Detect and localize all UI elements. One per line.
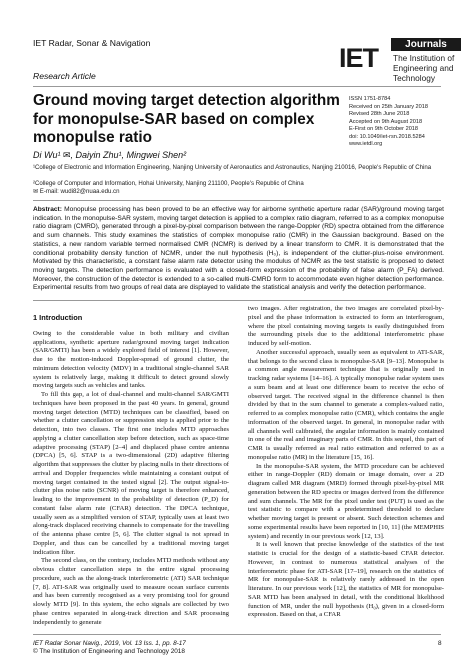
- right-column: [248, 305, 444, 620]
- iet-logo-mark: [337, 38, 389, 78]
- meta-issn: ISSN 1751-8784: [349, 96, 391, 102]
- corresponding-email[interactable]: ✉ E-mail: wudi82@nuaa.edu.cn: [33, 188, 120, 195]
- institution-name: [393, 53, 462, 83]
- paragraph: Another successful approach, usually seen as equivalent to ATI-SAR, that belongs to the second class is monopulse-SAR [9–13]. Monopulse is a common angle measurement technique that is originally used in tracking radar systems [14–16]. A typically monopulse radar system uses a sum beam and at least one difference beam to receive the echo of observed target. The received signal in the difference channel is then divided by that in the sum channel to generate a complex-valued ratio, referred to as complex monopulse ratio (CMR), which contains the angle information of the observed target. In general, in monopulse radar with all channels well calibrated, the angular information is mainly contained in one of the real and imaginary parts of CMR. In this sequel, this part of CMR is usually referred as real ratio estimation and referred to as a monopulse ratio (MR) in the literature [15, 16].: [248, 348, 444, 461]
- meta-doi[interactable]: doi: 10.1049/iet-rsn.2018.5284: [349, 133, 425, 140]
- paragraph: To fill this gap, a lot of dual-channel and multi-channel SAR/GMTI techniques have been proposed in the past 40 years. In general, ground moving target detection (MTD) techniques can be classified, based on whether a clutter cancellation or suppression step is applied prior to the detection, into two classes. The first one includes MTD approaches applying a clutter cancellation step before detection, such as space-time adaptive processing (STAP) [2–4] and displaced phase centre antenna (DPCA) [5, 6]. STAP is a two-dimensional (2D) adaptive filtering algorithm that suppresses the clutter by placing nulls in their directions of arrival and Doppler frequencies while maintaining a constant output of moving target contained in the tested signal [2]. The output signal-to-clutter plus noise ratio (SCNR) of moving target is therefore enhanced, leading to the improvement in the probability of detection (P_D) for constant false alarm rate (CFAR) detection. The DPCA technique, usually seen as a simplified version of STAP, typically uses at least two along-track displaced receiving channels to compensate for the travelling of the antenna phase centre [5, 6]. The clutter signal is not spread in Doppler, and thus can be cancelled by a traditional moving target indication filter.: [33, 391, 229, 556]
- meta-revised: Revised 28th June 2018: [349, 111, 410, 117]
- meta-accepted: Accepted on 9th August 2018: [349, 118, 423, 125]
- article-type: Research Article: [33, 71, 96, 81]
- journals-label: Journals: [391, 38, 461, 51]
- author-list: Di Wu¹ ✉, Daiyin Zhu¹, Mingwei Shen²: [33, 150, 187, 160]
- institution-line-1: The Institution of: [393, 53, 455, 63]
- footer-citation-block: [33, 640, 186, 657]
- iet-logo: [337, 34, 462, 82]
- meta-received: Received on 25th January 2018: [349, 103, 428, 110]
- affiliation-2: ²College of Computer and Information, Hohai University, Nanjing 211100, People's Republic of China: [33, 180, 304, 187]
- paragraph: Owing to the considerable value in both military and civilian applications, synthetic aperture radar/ground moving target indication (SAR/GMTI) has been a widely explored field of interest [1]. However, due to the motion-induced Doppler-spread of ground clutter, the minimum detection velocity (MDV) in a traditional single-channel SAR system is relatively large, making it difficult to detect ground slowly moving targets such as vehicles and tanks.: [33, 329, 229, 390]
- footer-rule: [33, 634, 441, 635]
- institution-line-2: Engineering and Technology: [393, 63, 454, 83]
- page-number: 8: [438, 640, 442, 647]
- journal-name: IET Radar, Sonar & Navigation: [33, 38, 151, 48]
- section-heading-introduction: 1 Introduction: [33, 313, 83, 322]
- footer-citation: IET Radar Sonar Navig., 2019, Vol. 13 Iss. 1, pp. 8-17: [33, 640, 186, 647]
- footer-copyright: © The Institution of Engineering and Technology 2018: [33, 648, 185, 656]
- article-meta: [349, 96, 459, 149]
- abstract-text: Monopulse processing has been proved to be an effective way for airborne synthetic aperture radar (SAR)/ground moving target indication. In the monopulse-SAR system, moving target detection is applied to a complex ratio diagram, referred to as a complex monopulse ratio diagram (CMRD), generated through a pixel-by-pixel comparison between the range-Doppler (RD) spectra obtained from the difference and sum channels. This study examines the statistics of complex monopulse ratio (CMR) in the Gaussian background. Based on the statistics, a new random variable termed normalised CMR (NCMR) is derived by a linear transform to CMR. It is demonstrated that the conditional probability density function of NCMR, under the null hypothesis (H₀), is independent of the clutter-plus-noise environment. Motivated by this characteristic, a constant false alarm rate detector using the modulus of NCMR as the test statistic is proposed to detect moving targets. The detection performance is evaluated with a closed-form expression of the probability of false alarm (P_FA) derived. Moreover, the construction of the detector is extended to a so-called multi-CMRD form to accommodate even higher detection performance. Experimental results from two groups of real data are displayed to validate the statistical analysis and verify the detection performance.: [33, 206, 444, 292]
- affiliation-1: ¹College of Electronic and Information Engineering, Nanjing University of Aeronautics and Astronautics, Nanjing 210016, People's Republic of China: [33, 164, 432, 171]
- meta-efirst: E-First on 9th October 2018: [349, 126, 419, 132]
- abstract: [33, 206, 444, 293]
- paragraph: It is well known that precise knowledge of the statistics of the test statistic is crucial for the design of a statistic-based CFAR detector. However, in contrast to numerous statistical analyses of the interferometric phase for ATI-SAR [17–19], research on the statistics of MR for monopulse-SAR is relatively rarely addressed in the open literature. In our previous work [12], the statistics of MR for monopulse-SAR MTD has been analysed in detail, with the conditional likelihood function of MR, under the null hypothesis (H₀), given in a closed-form expression. Based on that, a CFAR: [248, 541, 444, 619]
- header-rule: [33, 86, 441, 87]
- paper-title: Ground moving target detection algorithm for monopulse-SAR based on complex monopulse ratio: [33, 92, 340, 146]
- meta-website[interactable]: www.ietdl.org: [349, 141, 383, 147]
- left-column: [33, 314, 229, 627]
- abstract-bottom-rule: [33, 300, 441, 301]
- paragraph: The second class, on the contrary, includes MTD methods without any obvious clutter cancellation steps in the entire signal processing procedure, such as the along-track interferometric (ATI) SAR technique [7, 8]. ATI-SAR was originally used to measure ocean surface currents and has been currently recognised as a very promising tool for ground slowly MTD [9]. In this system, the echo signals are collected by two phase centres separated in along-track direction and SAR processing independently to generate: [33, 557, 229, 626]
- iet-logo-letters: IET: [339, 43, 379, 73]
- abstract-top-rule: [33, 200, 441, 201]
- paragraph: two images. After registration, the two images are correlated pixel-by-pixel and the phase information is extracted to form an interferogram, where the pixel containing moving targets is easily distinguished from the surrounding pixels due to the additional interferometric phase induced by self-motion.: [248, 305, 444, 347]
- abstract-label: Abstract:: [33, 206, 62, 213]
- paragraph: In the monopulse-SAR system, the MTD procedure can be achieved either in range-Doppler (RD) domain or image domain, over a 2D diagram called MR diagram (MRD) formed through pixel-by-pixel MR generation between the RD spectra or images derived from the difference and sum channels. The MR for the pixel under test (PUT) is used as the test statistic to compare with a predetermined threshold to declare whether moving target is present or absent. Such detection schemes and some experimental results have been reported in [10, 11] (the MEMPHIS system) and recently in our previous work [12, 13].: [248, 462, 444, 540]
